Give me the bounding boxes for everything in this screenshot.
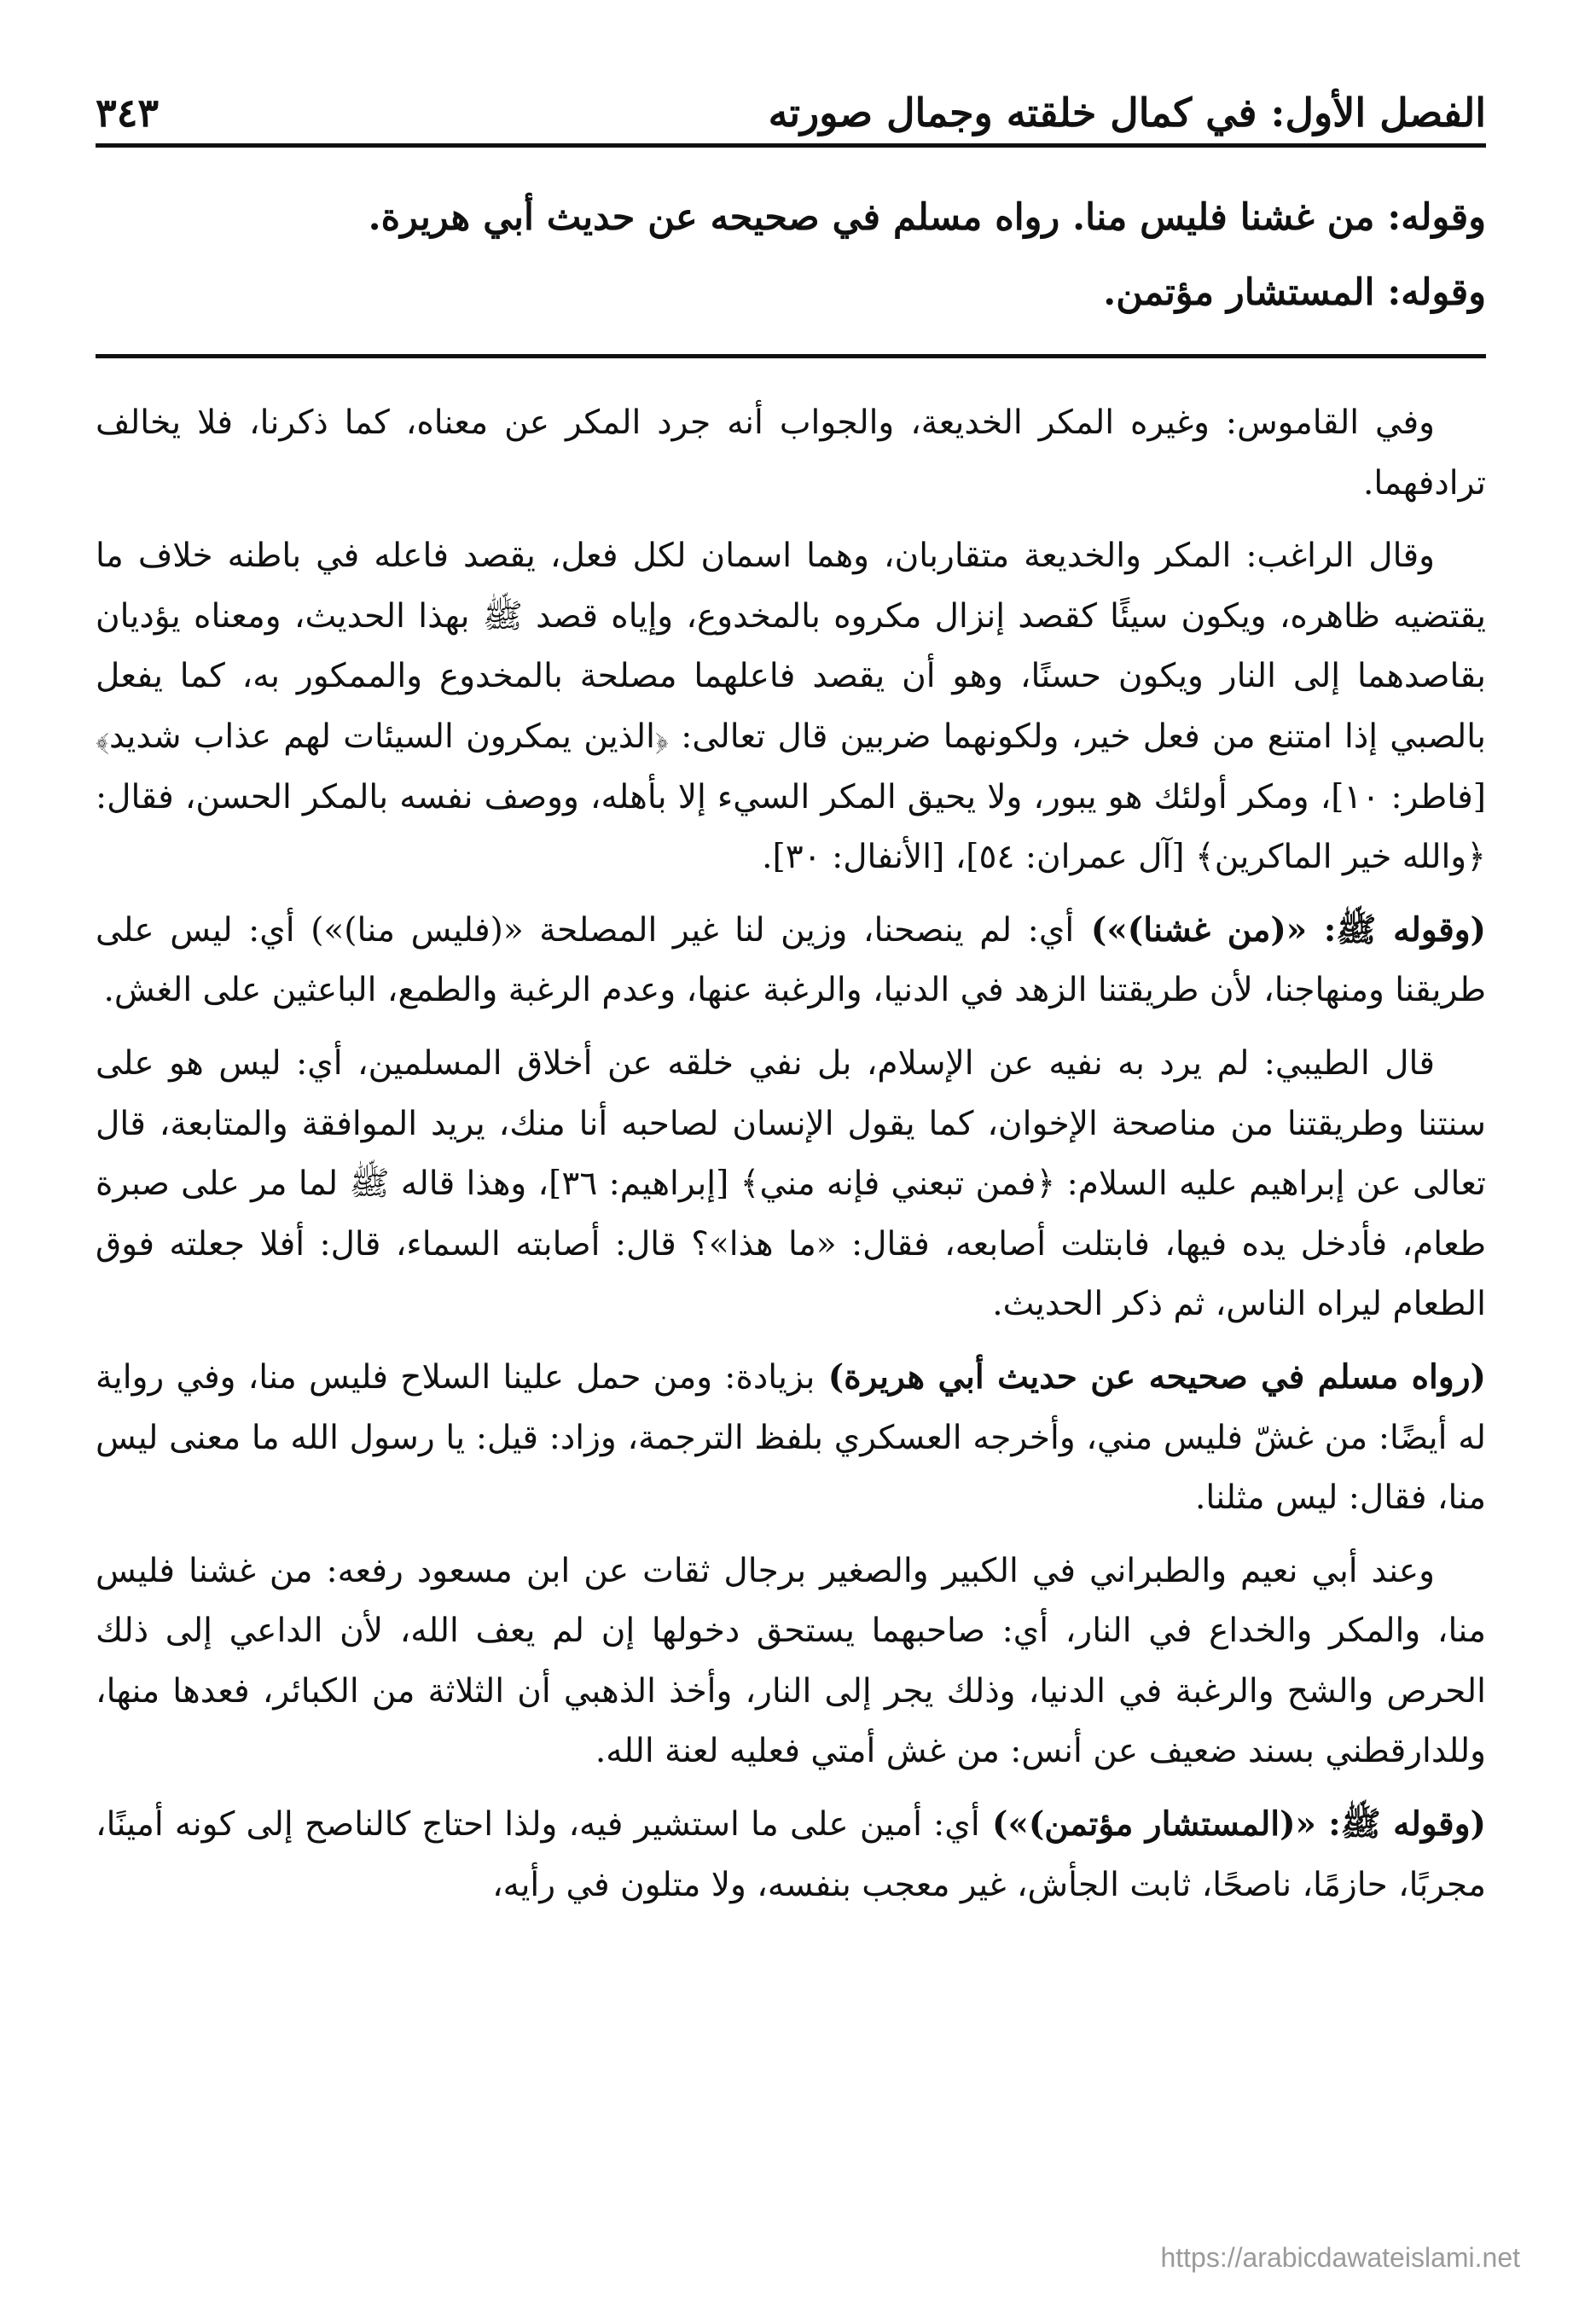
commentary-paragraph bbox=[96, 1541, 1486, 1782]
paragraph-lead: (وقوله ﷺ: «(من غشنا)») bbox=[1074, 909, 1486, 950]
commentary-block bbox=[96, 358, 1486, 1915]
running-header bbox=[96, 51, 1486, 137]
paragraph-text: وقال الراغب: المكر والخديعة متقاربان، وهما اسمان لكل فعل، يقصد فاعله في باطنه خلاف ما يقتضيه ظاهره، ويكون سيئًا كقصد إنزال مكروه بالمخدوع، وإياه قصد ﷺ بهذا الحديث، ومعناه يؤديان بقاصدهما إلى النار ويكون حسنًا، وهو أن يقصد فاعلهما مصلحة بالمخدوع والممكور به، كما يفعل بالصبي إذا امتنع من فعل خير، ولكونهما ضربين قال تعالى: ﴿الذين يمكرون السيئات لهم عذاب شديد﴾ [فاطر: ١٠]، ومكر أولئك هو يبور، ولا يحيق المكر السيء إلا بأهله، ووصف نفسه بالمكر الحسن، فقال: ﴿والله خير الماكرين﴾ [آل عمران: ٥٤]، [الأنفال: ٣٠]. bbox=[96, 537, 1486, 877]
paragraph-lead: (رواه مسلم في صحيحه عن حديث أبي هريرة) bbox=[815, 1357, 1487, 1397]
commentary-paragraph bbox=[96, 526, 1486, 888]
matn-line: وقوله: من غشنا فليس منا. رواه مسلم في صحيحه عن حديث أبي هريرة. bbox=[368, 196, 1486, 239]
paragraph-text: أي: أمين على ما استشير فيه، ولذا احتاج كالناصح إلى كونه أمينًا، مجربًا، حازمًا، ناصحًا، ثابت الجأش، غير معجب بنفسه، ولا متلون في رأيه، bbox=[96, 1805, 1486, 1904]
commentary-paragraph bbox=[96, 392, 1486, 514]
chapter-title: الفصل الأول: في كمال خلقته وجمال صورته bbox=[768, 89, 1486, 136]
matn-line: وقوله: المستشار مؤتمن. bbox=[1103, 271, 1486, 314]
page-number: ٣٤٣ bbox=[96, 89, 160, 136]
paragraph-lead: (وقوله ﷺ: «(المستشار مؤتمن)») bbox=[979, 1804, 1486, 1845]
commentary-paragraph bbox=[96, 1347, 1486, 1529]
paragraph-text: أي: لم ينصحنا، وزين لنا غير المصلحة «(فليس منا)») أي: ليس على طريقنا ومنهاجنا، لأن طريقتنا الزهد في الدنيا، والرغبة عنها، وعدم الرغبة والطمع، الباعثين على الغش. bbox=[96, 910, 1486, 1010]
paragraph-text: بزيادة: ومن حمل علينا السلاح فليس منا، وفي رواية له أيضًا: من غشّ فليس مني، وأخرجه العسكري بلفظ الترجمة، وزاد: قيل: يا رسول الله ما معنى ليس منا، فقال: ليس مثلنا. bbox=[96, 1357, 1486, 1518]
paragraph-text: قال الطيبي: لم يرد به نفيه عن الإسلام، بل نفي خلقه عن أخلاق المسلمين، أي: ليس هو على سنتنا وطريقتنا من مناصحة الإخوان، كما يقول الإنسان لصاحبه أنا منك، يريد الموافقة والمتابعة، قال تعالى عن إبراهيم عليه السلام: ﴿فمن تبعني فإنه مني﴾ [إبراهيم: ٣٦]، وهذا قاله ﷺ لما مر على صبرة طعام، فأدخل يده فيها، فابتلت أصابعه، فقال: «ما هذا»؟ قال: أصابته السماء، قال: أفلا جعلته فوق الطعام ليراه الناس، ثم ذكر الحديث. bbox=[96, 1043, 1486, 1324]
commentary-paragraph bbox=[96, 1794, 1486, 1915]
commentary-paragraph bbox=[96, 900, 1486, 1021]
matn-block bbox=[96, 148, 1486, 354]
paragraph-text: وعند أبي نعيم والطبراني في الكبير والصغير برجال ثقات عن ابن مسعود رفعه: من غشنا فليس منا، والمكر والخداع في النار، أي: صاحبهما يستحق دخولها إن لم يعف الله، لأن الداعي إلى ذلك الحرص والشح والرغبة في الدنيا، وذلك يجر إلى النار، وأخذ الذهبي أن الثلاثة من الكبائر، فعدها منها، وللدارقطني بسند ضعيف عن أنس: من غش أمتي فعليه لعنة الله. bbox=[96, 1551, 1486, 1771]
paragraph-text: وفي القاموس: وغيره المكر الخديعة، والجواب أنه جرد المكر عن معناه، كما ذكرنا، فلا يخالف ترادفهما. bbox=[96, 404, 1486, 503]
watermark: https://arabicdawateislami.net bbox=[1160, 2242, 1520, 2273]
commentary-paragraph bbox=[96, 1033, 1486, 1335]
